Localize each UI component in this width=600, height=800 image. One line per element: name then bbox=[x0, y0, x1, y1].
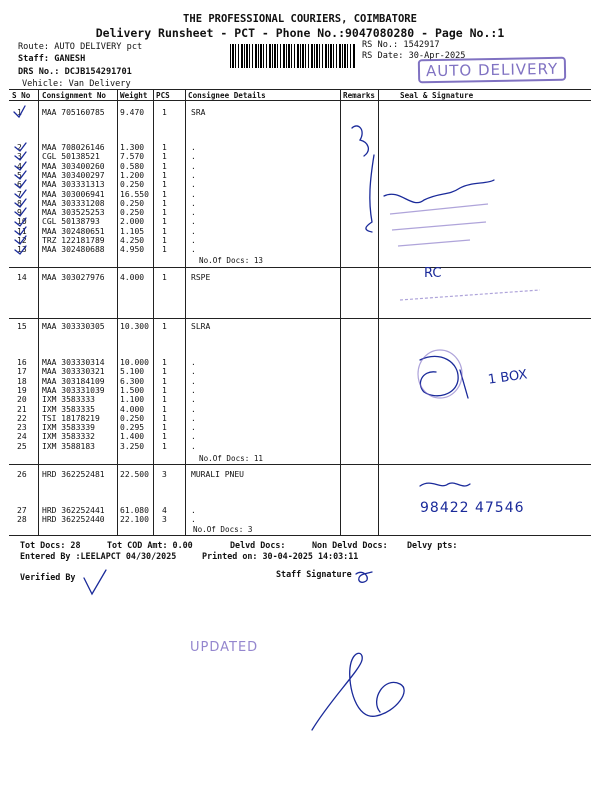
row-pcs: 1 bbox=[162, 358, 167, 367]
row-dot: . bbox=[191, 152, 196, 162]
signature-mark bbox=[420, 483, 470, 486]
tick-icon bbox=[15, 143, 26, 151]
row-consignment: IXM 3583335 bbox=[42, 404, 95, 414]
delivered-docs: Delvd Docs: bbox=[230, 540, 286, 550]
row-consignment: TSI 18178219 bbox=[42, 413, 100, 423]
row-weight: 10.000 bbox=[120, 358, 149, 367]
seal-stamp bbox=[400, 290, 540, 300]
tick-icon bbox=[15, 218, 26, 226]
col-weight: Weight bbox=[120, 91, 148, 100]
consignee-name: MURALI PNEU bbox=[191, 470, 244, 479]
row-pcs: 1 bbox=[162, 367, 167, 377]
row-pcs: 1 bbox=[162, 376, 167, 386]
seal-stamp bbox=[390, 204, 488, 246]
row-pcs: 1 bbox=[162, 441, 167, 451]
row-weight: 1.100 bbox=[120, 395, 145, 405]
row-sno: 19 bbox=[17, 385, 27, 395]
row-weight: 1.500 bbox=[120, 385, 145, 395]
row-consignment: MAA 705160785 bbox=[42, 108, 105, 117]
row-consignment: TRZ 122181789 bbox=[42, 236, 105, 245]
tick-icon bbox=[15, 246, 26, 254]
row-consignment: MAA 708026146 bbox=[42, 143, 105, 152]
row-sno: 14 bbox=[17, 273, 27, 282]
company-title: THE PROFESSIONAL COURIERS, COIMBATORE bbox=[183, 13, 417, 25]
row-weight: 5.100 bbox=[120, 367, 145, 377]
row-sno: 11 bbox=[17, 226, 27, 236]
row-dot: . bbox=[191, 217, 196, 227]
row-consignment: MAA 303330321 bbox=[42, 367, 105, 377]
row-sno: 20 bbox=[17, 395, 27, 405]
row-consignment: IXM 3583333 bbox=[42, 395, 95, 405]
row-dot: . bbox=[191, 385, 196, 395]
row-pcs: 1 bbox=[162, 273, 167, 282]
row-sno: 4 bbox=[17, 161, 22, 171]
row-pcs: 1 bbox=[162, 322, 167, 331]
row-weight: 1.300 bbox=[120, 143, 145, 152]
staff-signature-label: Staff Signature bbox=[276, 569, 352, 579]
row-sno: 7 bbox=[17, 189, 22, 199]
row-consignment: MAA 303330305 bbox=[42, 322, 105, 331]
row-weight: 9.470 bbox=[120, 108, 145, 117]
entered-by: Entered By :LEELAPCT 04/30/2025 bbox=[20, 551, 177, 561]
row-consignment: IXM 3583339 bbox=[42, 423, 95, 433]
signature-mark bbox=[366, 155, 374, 232]
row-sno: 8 bbox=[17, 198, 22, 208]
tick-icon bbox=[14, 106, 25, 117]
auto-delivery-stamp: AUTO DELIVERY bbox=[418, 57, 567, 84]
docs-count: No.Of Docs: 3 bbox=[193, 525, 253, 534]
row-weight: 4.000 bbox=[120, 273, 145, 282]
tick-icon bbox=[15, 208, 26, 216]
row-sno: 21 bbox=[17, 404, 27, 414]
row-consignment: MAA 303331039 bbox=[42, 385, 105, 395]
row-consignment: CGL 50138793 bbox=[42, 217, 100, 227]
row-sno: 13 bbox=[17, 245, 27, 255]
row-consignment: MAA 302480651 bbox=[42, 226, 105, 236]
col-consignee: Consignee Details bbox=[188, 91, 266, 100]
row-consignment: MAA 303331208 bbox=[42, 198, 105, 208]
tick-icon bbox=[15, 180, 26, 188]
row-sno: 24 bbox=[17, 432, 27, 442]
row-pcs: 1 bbox=[162, 236, 167, 245]
tick-icon bbox=[15, 152, 26, 160]
row-dot: . bbox=[191, 376, 196, 386]
handwritten-note: 1 BOX bbox=[487, 367, 529, 388]
signature-mark bbox=[352, 126, 368, 156]
row-consignment: MAA 303184109 bbox=[42, 376, 105, 386]
row-weight: 1.105 bbox=[120, 226, 145, 236]
row-weight: 4.950 bbox=[120, 245, 145, 255]
rs-date: RS Date: 30-Apr-2025 bbox=[362, 51, 466, 61]
row-dot: . bbox=[191, 245, 196, 255]
row-weight: 0.295 bbox=[120, 423, 145, 433]
drs-number: DRS No.: DCJB154291701 bbox=[18, 67, 132, 77]
tick-icon bbox=[84, 570, 106, 594]
row-sno: 1 bbox=[17, 108, 22, 117]
row-dot: . bbox=[191, 413, 196, 423]
total-docs: Tot Docs: 28 bbox=[20, 540, 81, 550]
rs-number: RS No.: 1542917 bbox=[362, 40, 440, 50]
row-weight: 22.100 bbox=[120, 515, 149, 525]
row-consignment: MAA 303400260 bbox=[42, 161, 105, 171]
row-consignment: MAA 302480688 bbox=[42, 245, 105, 255]
verified-by-label: Verified By bbox=[20, 572, 76, 582]
row-pcs: 1 bbox=[162, 385, 167, 395]
row-weight: 4.250 bbox=[120, 236, 145, 245]
tick-icon bbox=[15, 227, 26, 235]
row-sno: 12 bbox=[17, 236, 27, 245]
row-dot: . bbox=[191, 143, 196, 152]
row-sno: 23 bbox=[17, 423, 27, 433]
signature-mark bbox=[460, 370, 468, 398]
row-dot: . bbox=[191, 404, 196, 414]
row-pcs: 1 bbox=[162, 423, 167, 433]
docs-count: No.Of Docs: 11 bbox=[199, 454, 264, 463]
tick-icon bbox=[15, 162, 26, 170]
runsheet-subtitle: Delivery Runsheet - PCT - Phone No.:9047080280 - Page No.:1 bbox=[95, 26, 505, 40]
row-weight: 22.500 bbox=[120, 470, 149, 479]
tick-icon bbox=[15, 236, 26, 244]
row-weight: 4.000 bbox=[120, 404, 145, 414]
tick-icon bbox=[15, 171, 26, 179]
row-pcs: 1 bbox=[162, 189, 167, 199]
signature-mark bbox=[384, 180, 494, 203]
row-pcs: 1 bbox=[162, 143, 167, 152]
vehicle-label: Vehicle: Van Delivery bbox=[22, 79, 131, 89]
row-weight: 0.250 bbox=[120, 413, 145, 423]
row-dot: . bbox=[191, 515, 196, 525]
row-sno: 16 bbox=[17, 358, 27, 367]
row-weight: 16.550 bbox=[120, 189, 149, 199]
row-weight: 0.250 bbox=[120, 180, 145, 190]
row-sno: 3 bbox=[17, 152, 22, 162]
col-seal: Seal & Signature bbox=[400, 91, 474, 100]
row-consignment: MAA 303400297 bbox=[42, 170, 105, 180]
updated-stamp: UPDATED bbox=[190, 640, 259, 655]
row-consignment: MAA 303330314 bbox=[42, 358, 105, 367]
row-dot: . bbox=[191, 236, 196, 245]
col-pcs: PCS bbox=[156, 91, 170, 100]
row-consignment: HRD 362252441 bbox=[42, 506, 105, 515]
row-consignment: HRD 362252481 bbox=[42, 470, 105, 479]
consignee-name: SRA bbox=[191, 108, 206, 117]
row-dot: . bbox=[191, 180, 196, 190]
row-pcs: 1 bbox=[162, 152, 167, 162]
row-sno: 28 bbox=[17, 515, 27, 525]
tick-icon bbox=[15, 190, 26, 198]
row-weight: 2.000 bbox=[120, 217, 145, 227]
row-dot: . bbox=[191, 198, 196, 208]
row-pcs: 1 bbox=[162, 108, 167, 117]
non-delivered-docs: Non Delvd Docs: bbox=[312, 540, 388, 550]
delivery-points: Delvy pts: bbox=[407, 540, 458, 550]
printed-on: Printed on: 30-04-2025 14:03:11 bbox=[202, 551, 359, 561]
col-remarks: Remarks bbox=[343, 91, 376, 100]
row-consignment: CGL 50138521 bbox=[42, 152, 100, 162]
handwritten-phone: 98422 47546 bbox=[420, 500, 525, 516]
col-sno: S No bbox=[12, 91, 31, 100]
row-weight: 3.250 bbox=[120, 441, 145, 451]
signature-mark bbox=[312, 653, 404, 730]
row-pcs: 4 bbox=[162, 506, 167, 515]
row-weight: 7.570 bbox=[120, 152, 145, 162]
row-pcs: 1 bbox=[162, 226, 167, 236]
row-dot: . bbox=[191, 226, 196, 236]
row-weight: 0.580 bbox=[120, 161, 145, 171]
row-pcs: 1 bbox=[162, 413, 167, 423]
row-pcs: 1 bbox=[162, 198, 167, 208]
row-weight: 1.200 bbox=[120, 170, 145, 180]
row-sno: 5 bbox=[17, 170, 22, 180]
row-weight: 0.250 bbox=[120, 198, 145, 208]
row-dot: . bbox=[191, 432, 196, 442]
row-weight: 6.300 bbox=[120, 376, 145, 386]
row-pcs: 1 bbox=[162, 432, 167, 442]
row-weight: 0.250 bbox=[120, 208, 145, 218]
row-sno: 6 bbox=[17, 180, 22, 190]
row-pcs: 3 bbox=[162, 470, 167, 479]
row-sno: 27 bbox=[17, 506, 27, 515]
consignee-name: SLRA bbox=[191, 322, 211, 331]
row-dot: . bbox=[191, 367, 196, 377]
row-dot: . bbox=[191, 161, 196, 171]
row-sno: 2 bbox=[17, 143, 22, 152]
handwritten-rc: RC bbox=[424, 266, 442, 281]
tick-icon bbox=[15, 199, 26, 207]
row-weight: 61.080 bbox=[120, 506, 149, 515]
row-dot: . bbox=[191, 170, 196, 180]
row-sno: 9 bbox=[17, 208, 22, 218]
consignee-name: RSPE bbox=[191, 273, 211, 282]
row-consignment: MAA 303027976 bbox=[42, 273, 105, 282]
row-sno: 17 bbox=[17, 367, 27, 377]
docs-count: No.Of Docs: 13 bbox=[199, 256, 264, 265]
row-consignment: MAA 303006941 bbox=[42, 189, 105, 199]
row-dot: . bbox=[191, 189, 196, 199]
row-pcs: 3 bbox=[162, 515, 167, 525]
signature-mark bbox=[420, 356, 458, 395]
row-dot: . bbox=[191, 395, 196, 405]
row-sno: 15 bbox=[17, 322, 27, 331]
row-consignment: MAA 303525253 bbox=[42, 208, 105, 218]
row-sno: 26 bbox=[17, 470, 27, 479]
row-sno: 25 bbox=[17, 441, 27, 451]
row-dot: . bbox=[191, 423, 196, 433]
total-cod: Tot COD Amt: 0.00 bbox=[107, 540, 193, 550]
row-pcs: 1 bbox=[162, 180, 167, 190]
row-dot: . bbox=[191, 441, 196, 451]
row-consignment: IXM 3588183 bbox=[42, 441, 95, 451]
row-sno: 18 bbox=[17, 376, 27, 386]
row-weight: 1.400 bbox=[120, 432, 145, 442]
row-pcs: 1 bbox=[162, 404, 167, 414]
row-pcs: 1 bbox=[162, 245, 167, 255]
route-label: Route: AUTO DELIVERY pct bbox=[18, 42, 143, 52]
row-consignment: HRD 362252440 bbox=[42, 515, 105, 525]
row-pcs: 1 bbox=[162, 161, 167, 171]
row-dot: . bbox=[191, 506, 196, 515]
row-consignment: IXM 3583332 bbox=[42, 432, 95, 442]
row-dot: . bbox=[191, 358, 196, 367]
staff-label: Staff: GANESH bbox=[18, 54, 86, 64]
row-pcs: 1 bbox=[162, 208, 167, 218]
signature-mark bbox=[356, 572, 372, 582]
row-pcs: 1 bbox=[162, 170, 167, 180]
col-consignment: Consignment No bbox=[42, 91, 107, 100]
row-pcs: 1 bbox=[162, 217, 167, 227]
row-sno: 10 bbox=[17, 217, 27, 227]
row-pcs: 1 bbox=[162, 395, 167, 405]
row-weight: 10.300 bbox=[120, 322, 149, 331]
row-dot: . bbox=[191, 208, 196, 218]
row-consignment: MAA 303331313 bbox=[42, 180, 105, 190]
row-sno: 22 bbox=[17, 413, 27, 423]
